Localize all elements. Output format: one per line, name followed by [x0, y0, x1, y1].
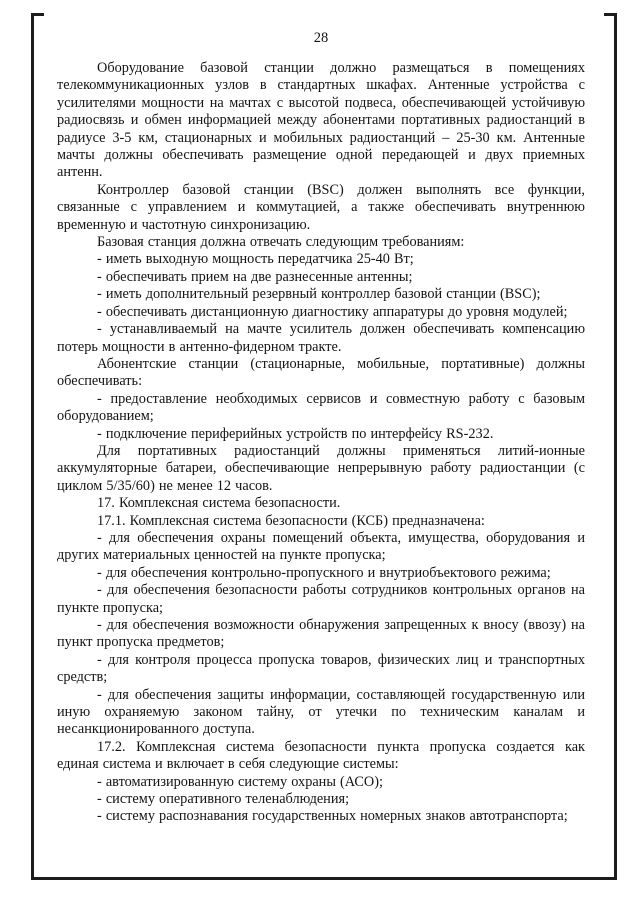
purpose-item: - для контроля процесса пропуска товаров, физических лиц и транспортных средств; [57, 651, 585, 686]
system-item: - автоматизированную систему охраны (АСО); [97, 773, 383, 790]
page-number: 28 [313, 30, 329, 46]
para-bsc-controller: Контроллер базовой станции (BSC) должен выполнять все функции, связанные с управлением и коммутацией, а также обеспечивать внутреннюю временную и частотную синхронизацию. [57, 181, 585, 233]
requirement-item: - обеспечивать прием на две разнесенные антенны; [97, 268, 413, 285]
para-base-station-requirements-intro: Базовая станция должна отвечать следующим требованиям: [97, 234, 465, 251]
purpose-item: - для обеспечения безопасности работы сотрудников контрольных органов на пункте пропуска; [57, 582, 585, 616]
system-item: - систему оперативного теленаблюдения; [97, 791, 350, 808]
purpose-item: - для обеспечения защиты информации, составляющей государственную или иную охраняемую законом тайну, от утечки по техническим каналам и несанкционированного доступа. [57, 686, 585, 738]
para-portable-batteries: Для портативных радиостанций должны применяться литий-ионные аккумуляторные батареи, обеспечивающие непрерывную работу радиостанции (с циклом 5/35/60) не менее 12 часов. [57, 442, 585, 494]
section-17-heading: 17. Комплексная система безопасности. [97, 495, 341, 512]
section-17-2-intro: 17.2. Комплексная система безопасности пункта пропуска создается как единая система и включает в себя следующие системы: [57, 738, 585, 773]
purpose-item: - для обеспечения возможности обнаружения запрещенных к вносу (ввозу) на пункт пропуска предметов; [57, 617, 585, 651]
purpose-item: - для обеспечения охраны помещений объекта, имущества, оборудования и других материальных ценностей на пункте пропуска; [57, 529, 585, 564]
system-item: - систему распознавания государственных номерных знаков автотранспорта; [97, 808, 568, 825]
para-subscriber-stations-intro: Абонентские станции (стационарные, мобильные, портативные) должны обеспечивать: [57, 355, 585, 390]
requirement-item: - подключение периферийных устройств по интерфейсу RS-232. [97, 425, 494, 442]
page-content [57, 30, 585, 826]
requirement-item: - иметь дополнительный резервный контроллер базовой станции (BSC); [97, 286, 541, 303]
requirement-item: - предоставление необходимых сервисов и совместную работу с базовым оборудованием; [57, 390, 585, 425]
requirement-item: - обеспечивать дистанционную диагностику аппаратуры до уровня модулей; [97, 303, 568, 320]
requirement-item: - устанавливаемый на мачте усилитель должен обеспечивать компенсацию потерь мощности в антенно-фидерном тракте. [57, 321, 585, 355]
para-base-station-equipment: Оборудование базовой станции должно размещаться в помещениях телекоммуникационных узлов в стандартных шкафах. Антенные устройства с усилителями мощности на мачтах с высотой подвеса, обеспечивающей устойчивую радиосвязь и обмен информацией между абонентами портативных радиостанций в радиусе 3-5 км, стационарных и мобильных радиостанций – 25-30 км. Антенные мачты должны обеспечивать размещение одной передающей и двух приемных антенн. [57, 60, 585, 181]
section-17-1-heading: 17.1. Комплексная система безопасности (КСБ) предназначена: [97, 512, 485, 529]
purpose-item: - для обеспечения контрольно-пропускного и внутриобъектового режима; [97, 564, 551, 581]
requirement-item: - иметь выходную мощность передатчика 25-40 Вт; [97, 251, 414, 268]
